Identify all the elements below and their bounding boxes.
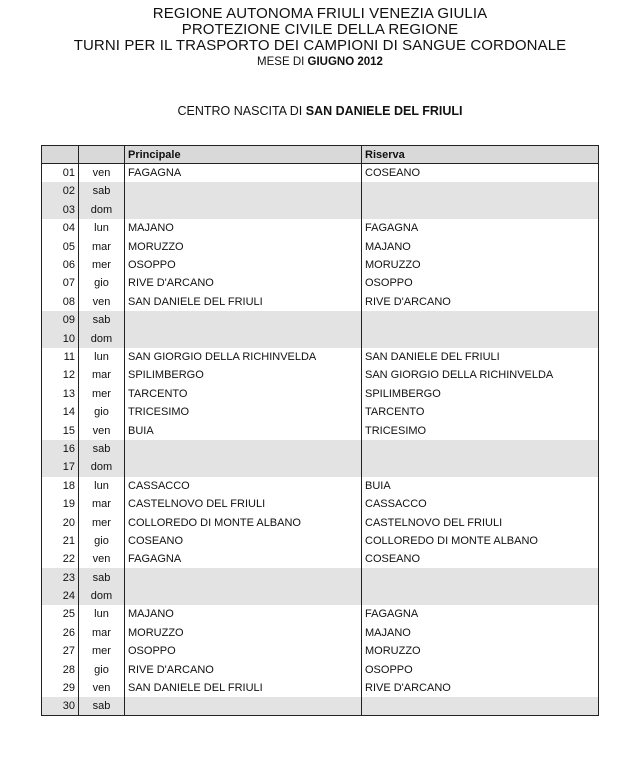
weekday-cell: gio — [79, 660, 125, 678]
riserva-cell: SAN DANIELE DEL FRIULI — [362, 348, 599, 366]
principale-cell: TARCENTO — [125, 385, 362, 403]
table-row — [42, 366, 599, 384]
weekday-cell: lun — [79, 477, 125, 495]
principale-cell: BUIA — [125, 421, 362, 439]
header-protezione-civile: PROTEZIONE CIVILE DELLA REGIONE — [181, 21, 459, 38]
header-day-number — [42, 146, 79, 164]
day-number-cell: 02 — [42, 182, 79, 200]
weekday-cell: gio — [79, 403, 125, 421]
weekday-cell: ven — [79, 164, 125, 182]
riserva-cell: OSOPPO — [362, 274, 599, 292]
weekday-cell: lun — [79, 348, 125, 366]
day-number-cell: 28 — [42, 660, 79, 678]
riserva-cell: TRICESIMO — [362, 421, 599, 439]
day-number-cell: 08 — [42, 293, 79, 311]
day-number-cell: 24 — [42, 587, 79, 605]
table-row — [42, 642, 599, 660]
table-row — [42, 624, 599, 642]
header-month — [0, 55, 640, 69]
month-value: GIUGNO 2012 — [307, 56, 383, 68]
table-row — [42, 256, 599, 274]
table-row — [42, 477, 599, 495]
principale-cell: MAJANO — [125, 605, 362, 623]
weekday-cell: sab — [79, 568, 125, 586]
riserva-cell — [362, 440, 599, 458]
riserva-cell: SPILIMBERGO — [362, 385, 599, 403]
day-number-cell: 03 — [42, 201, 79, 219]
principale-cell: RIVE D'ARCANO — [125, 274, 362, 292]
weekday-cell: mar — [79, 366, 125, 384]
shift-table — [41, 145, 599, 716]
day-number-cell: 10 — [42, 329, 79, 347]
table-row — [42, 348, 599, 366]
weekday-cell: dom — [79, 587, 125, 605]
weekday-cell: lun — [79, 219, 125, 237]
centre-name: SAN DANIELE DEL FRIULI — [305, 104, 463, 118]
table-row — [42, 660, 599, 678]
table-row — [42, 164, 599, 182]
riserva-cell: OSOPPO — [362, 660, 599, 678]
weekday-cell: mer — [79, 385, 125, 403]
principale-cell: OSOPPO — [125, 642, 362, 660]
principale-cell: OSOPPO — [125, 256, 362, 274]
riserva-cell: SAN GIORGIO DELLA RICHINVELDA — [362, 366, 599, 384]
day-number-cell: 30 — [42, 697, 79, 715]
riserva-cell: MAJANO — [362, 237, 599, 255]
weekday-cell: ven — [79, 293, 125, 311]
table-row — [42, 182, 599, 200]
table-row — [42, 219, 599, 237]
riserva-cell: BUIA — [362, 477, 599, 495]
table-row — [42, 458, 599, 476]
riserva-cell — [362, 329, 599, 347]
principale-cell — [125, 329, 362, 347]
weekday-cell: gio — [79, 274, 125, 292]
principale-cell — [125, 587, 362, 605]
principale-cell: FAGAGNA — [125, 550, 362, 568]
riserva-cell: COSEANO — [362, 164, 599, 182]
header-principale: Principale — [125, 146, 362, 164]
principale-cell: CASTELNOVO DEL FRIULI — [125, 495, 362, 513]
riserva-cell: CASSACCO — [362, 495, 599, 513]
riserva-cell — [362, 311, 599, 329]
riserva-cell: TARCENTO — [362, 403, 599, 421]
principale-cell: SAN DANIELE DEL FRIULI — [125, 679, 362, 697]
principale-cell: SAN GIORGIO DELLA RICHINVELDA — [125, 348, 362, 366]
riserva-cell — [362, 587, 599, 605]
riserva-cell: COLLOREDO DI MONTE ALBANO — [362, 532, 599, 550]
principale-cell — [125, 311, 362, 329]
table-row — [42, 550, 599, 568]
principale-cell: FAGAGNA — [125, 164, 362, 182]
day-number-cell: 18 — [42, 477, 79, 495]
weekday-cell: mar — [79, 624, 125, 642]
day-number-cell: 23 — [42, 568, 79, 586]
day-number-cell: 17 — [42, 458, 79, 476]
table-row — [42, 605, 599, 623]
principale-cell — [125, 458, 362, 476]
weekday-cell: dom — [79, 201, 125, 219]
principale-cell: CASSACCO — [125, 477, 362, 495]
weekday-cell: dom — [79, 329, 125, 347]
day-number-cell: 09 — [42, 311, 79, 329]
day-number-cell: 19 — [42, 495, 79, 513]
principale-cell — [125, 440, 362, 458]
table-row — [42, 440, 599, 458]
table-row — [42, 532, 599, 550]
weekday-cell: ven — [79, 550, 125, 568]
table-row — [42, 201, 599, 219]
day-number-cell: 06 — [42, 256, 79, 274]
riserva-cell: MORUZZO — [362, 642, 599, 660]
header-region: REGIONE AUTONOMA FRIULI VENEZIA GIULIA — [152, 5, 488, 22]
table-row — [42, 679, 599, 697]
day-number-cell: 13 — [42, 385, 79, 403]
day-number-cell: 12 — [42, 366, 79, 384]
table-header-row — [42, 146, 599, 164]
weekday-cell: mer — [79, 256, 125, 274]
document-header — [0, 6, 640, 69]
weekday-cell: mer — [79, 513, 125, 531]
day-number-cell: 05 — [42, 237, 79, 255]
weekday-cell: ven — [79, 421, 125, 439]
table-row — [42, 697, 599, 715]
day-number-cell: 29 — [42, 679, 79, 697]
weekday-cell: mar — [79, 495, 125, 513]
principale-cell: COLLOREDO DI MONTE ALBANO — [125, 513, 362, 531]
riserva-cell: RIVE D'ARCANO — [362, 679, 599, 697]
table-row — [42, 274, 599, 292]
table-row — [42, 293, 599, 311]
principale-cell: SPILIMBERGO — [125, 366, 362, 384]
weekday-cell: sab — [79, 697, 125, 715]
header-title: TURNI PER IL TRASPORTO DEI CAMPIONI DI SANGUE CORDONALE — [73, 37, 567, 54]
table-row — [42, 513, 599, 531]
principale-cell: RIVE D'ARCANO — [125, 660, 362, 678]
principale-cell — [125, 568, 362, 586]
table-row — [42, 403, 599, 421]
weekday-cell: sab — [79, 440, 125, 458]
table-row — [42, 495, 599, 513]
day-number-cell: 16 — [42, 440, 79, 458]
principale-cell: MORUZZO — [125, 624, 362, 642]
birth-centre-heading — [0, 104, 640, 118]
riserva-cell — [362, 201, 599, 219]
riserva-cell — [362, 568, 599, 586]
principale-cell — [125, 697, 362, 715]
table-row — [42, 385, 599, 403]
riserva-cell: RIVE D'ARCANO — [362, 293, 599, 311]
day-number-cell: 14 — [42, 403, 79, 421]
riserva-cell — [362, 458, 599, 476]
day-number-cell: 07 — [42, 274, 79, 292]
weekday-cell: gio — [79, 532, 125, 550]
table-body — [42, 164, 599, 716]
principale-cell: MAJANO — [125, 219, 362, 237]
table-row — [42, 568, 599, 586]
day-number-cell: 11 — [42, 348, 79, 366]
table-row — [42, 311, 599, 329]
riserva-cell — [362, 697, 599, 715]
weekday-cell: mer — [79, 642, 125, 660]
weekday-cell: sab — [79, 311, 125, 329]
weekday-cell: lun — [79, 605, 125, 623]
day-number-cell: 25 — [42, 605, 79, 623]
centre-prefix: CENTRO NASCITA DI — [177, 104, 306, 118]
table-row — [42, 237, 599, 255]
table-row — [42, 421, 599, 439]
riserva-cell: FAGAGNA — [362, 605, 599, 623]
day-number-cell: 21 — [42, 532, 79, 550]
month-prefix: MESE DI — [257, 56, 308, 68]
day-number-cell: 27 — [42, 642, 79, 660]
principale-cell: TRICESIMO — [125, 403, 362, 421]
weekday-cell: mar — [79, 237, 125, 255]
riserva-cell: MAJANO — [362, 624, 599, 642]
riserva-cell: COSEANO — [362, 550, 599, 568]
principale-cell: COSEANO — [125, 532, 362, 550]
weekday-cell: sab — [79, 182, 125, 200]
day-number-cell: 04 — [42, 219, 79, 237]
weekday-cell: dom — [79, 458, 125, 476]
day-number-cell: 26 — [42, 624, 79, 642]
day-number-cell: 20 — [42, 513, 79, 531]
riserva-cell: CASTELNOVO DEL FRIULI — [362, 513, 599, 531]
riserva-cell: MORUZZO — [362, 256, 599, 274]
header-riserva: Riserva — [362, 146, 599, 164]
principale-cell: MORUZZO — [125, 237, 362, 255]
principale-cell — [125, 201, 362, 219]
riserva-cell — [362, 182, 599, 200]
table-row — [42, 587, 599, 605]
weekday-cell: ven — [79, 679, 125, 697]
header-weekday — [79, 146, 125, 164]
riserva-cell: FAGAGNA — [362, 219, 599, 237]
table-row — [42, 329, 599, 347]
principale-cell: SAN DANIELE DEL FRIULI — [125, 293, 362, 311]
day-number-cell: 01 — [42, 164, 79, 182]
principale-cell — [125, 182, 362, 200]
day-number-cell: 22 — [42, 550, 79, 568]
day-number-cell: 15 — [42, 421, 79, 439]
